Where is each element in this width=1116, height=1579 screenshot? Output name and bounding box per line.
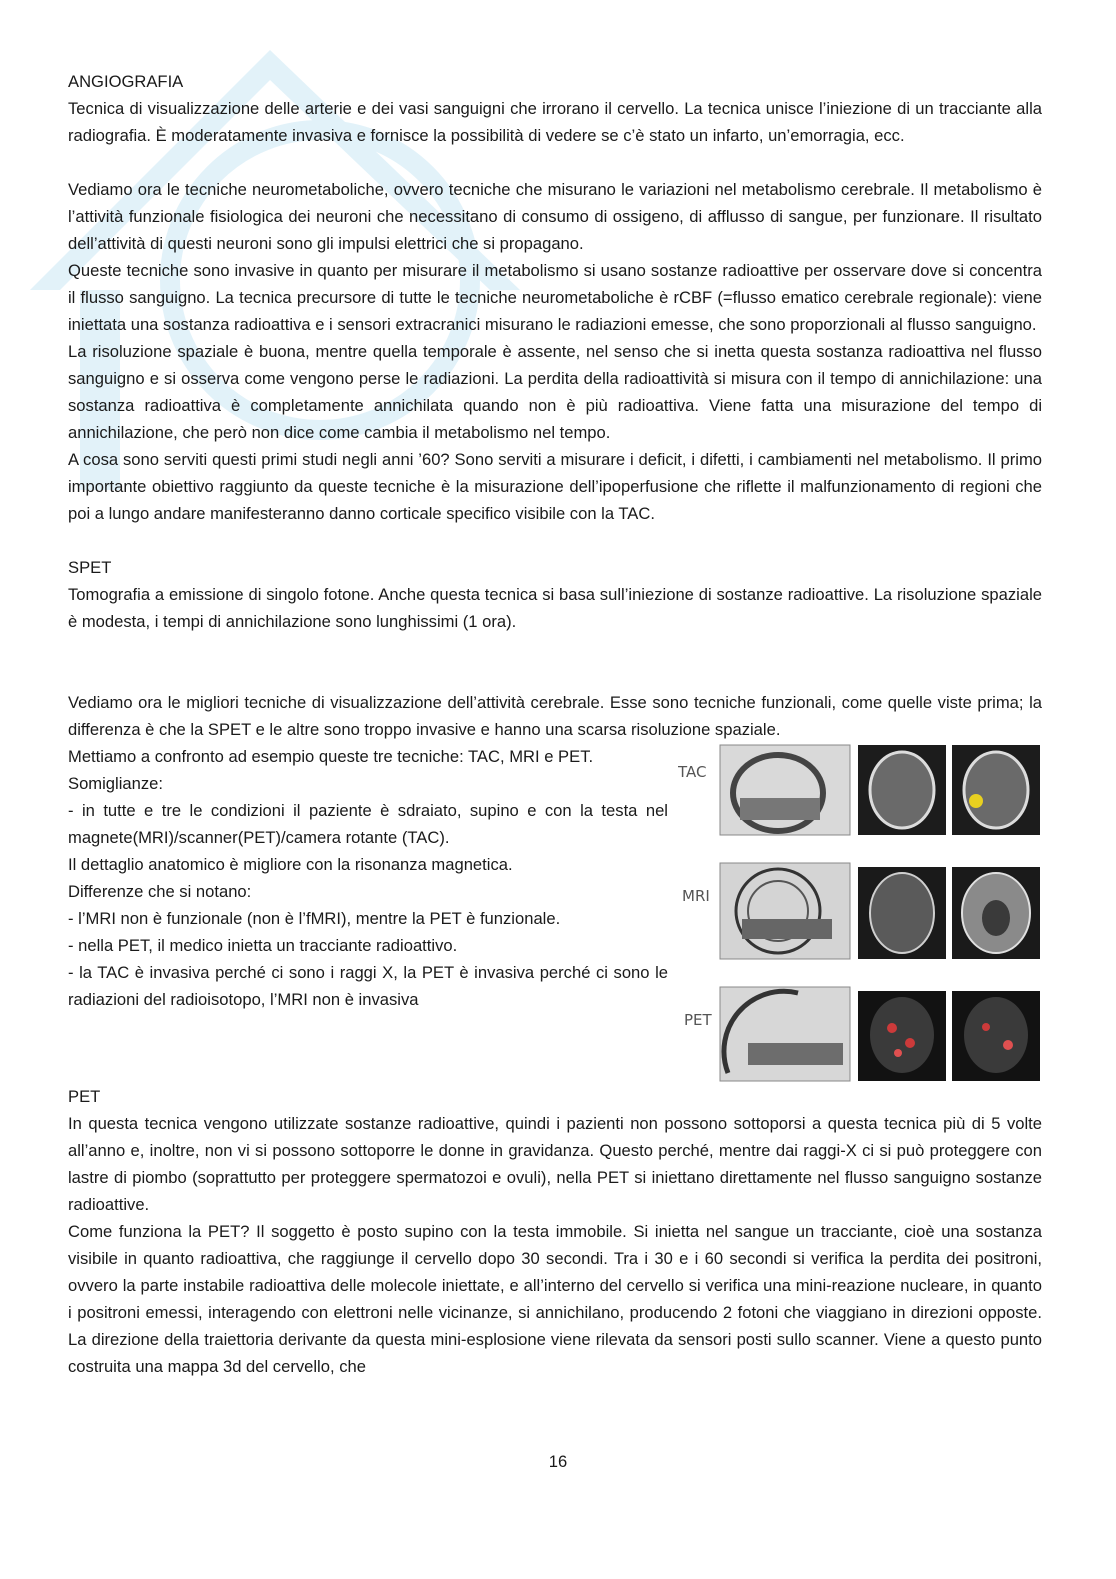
- paragraph-angiografia: Tecnica di visualizzazione delle arterie e dei vasi sanguigni che irrorano il cervello. La tecnica unisce l’iniezione di un tracciante alla radiografia. È moderatamente invasiva e fornisce la possibilità di vedere se c’è stato un infarto, un’emorragia, ecc.: [68, 99, 1042, 145]
- paragraph-pet-2: Come funziona la PET? Il soggetto è posto supino con la testa immobile. Si inietta nel sangue un tracciante, cioè una sostanza visibile in quanto radioattiva, che raggiunge il cervello dopo 30 secondi. Tra i 30 e i 60 secondi si verifica la perdita dei positroni, ovvero la parte instabile radioattiva delle molecole iniettate, e all’interno del cervello si verifica una mini-reazione nucleare, in quanto i positroni emessi, interagendo con elettroni nelle vicinanze, si annichilano, producendo 2 fotoni che viaggiano in direzioni opposte. La direzione della traiettoria derivante da questa mini-esplosione viene rilevata da sensori posti sullo scanner. Viene a questo punto costruita una mappa 3d del cervello, che: [68, 1222, 1042, 1376]
- figure-label-mri: MRI: [682, 887, 710, 905]
- comparison-line: Differenze che si notano:: [68, 882, 252, 901]
- page-number: 16: [548, 1452, 568, 1471]
- document-content: [68, 68, 1042, 1380]
- paragraph-neurometaboliche-3: La risoluzione spaziale è buona, mentre quella temporale è assente, nel senso che si inetta questa sostanza radioattiva nel flusso sanguigno e si osserva come vengono perse le radiazioni. La perdita della radioattività si misura con il tempo di annichilazione: una sostanza radioattiva è completamente annichilata quando non è più radioattiva. Viene fatta una misurazione del tempo di annichilazione, che però non dice come cambia il metabolismo nel tempo.: [68, 342, 1042, 442]
- mri-row-images: [720, 863, 1040, 959]
- section-title-spet: SPET: [68, 558, 112, 577]
- paragraph-neurometaboliche-4: A cosa sono serviti questi primi studi negli anni ’60? Sono serviti a misurare i deficit, i difetti, i cambiamenti nel metabolismo. Il primo importante obiettivo raggiunto da queste tecniche è la misurazione dell’ipoperfusione che riflette il malfunzionamento di regioni che poi a lungo andare manifesteranno danno corticale specifico visibile con la TAC.: [68, 450, 1042, 523]
- paragraph-pet-1: In questa tecnica vengono utilizzate sostanze radioattive, quindi i pazienti non possono sottoporsi a questa tecnica più di 5 volte all’anno e, inoltre, non vi si possono sottoporre le donne in gravidanza. Questo perché, mentre dai raggi-X ci si può proteggere con lastre di piombo (soprattutto per proteggere spermatozoi e ovuli), nella PET si iniettano direttamente nel flusso sanguigno sostanze radioattive.: [68, 1114, 1042, 1214]
- comparison-text: [68, 743, 668, 1013]
- comparison-line: - l’MRI non è funzionale (non è l’fMRI), mentre la PET è funzionale.: [68, 909, 561, 928]
- pet-row-images: [720, 987, 1040, 1081]
- comparison-line: Mettiamo a confronto ad esempio queste tre tecniche: TAC, MRI e PET.: [68, 747, 594, 766]
- comparison-line: Il dettaglio anatomico è migliore con la risonanza magnetica.: [68, 855, 513, 874]
- comparison-line: Somiglianze:: [68, 774, 164, 793]
- paragraph-spet: Tomografia a emissione di singolo fotone. Anche questa tecnica si basa sull’iniezione di sostanze radioattive. La risoluzione spaziale è modesta, i tempi di annichilazione sono lunghissimi (1 ora).: [68, 585, 1042, 631]
- figure-label-tac: TAC: [678, 763, 707, 781]
- comparison-line: - in tutte e tre le condizioni il paziente è sdraiato, supino e con la testa nel magnete(MRI)/scanner(PET)/camera rotante (TAC).: [68, 801, 668, 847]
- paragraph-neurometaboliche-1: Vediamo ora le tecniche neurometaboliche, ovvero tecniche che misurano le variazioni nel metabolismo cerebrale. Il metabolismo è l’attività funzionale fisiologica dei neuroni che necessitano di consumo di ossigeno, di afflusso di sangue, per funzionare. Il risultato dell’attività di questi neuroni sono gli impulsi elettrici che si propagano.: [68, 180, 1042, 253]
- figure-label-pet: PET: [684, 1011, 712, 1029]
- paragraph-migliori-tecniche: Vediamo ora le migliori tecniche di visualizzazione dell’attività cerebrale. Esse sono tecniche funzionali, come quelle viste prima; la differenza è che la SPET e le altre sono troppo invasive e hanno una scarsa risoluzione spaziale.: [68, 693, 1042, 739]
- comparison-block: [68, 743, 1042, 1083]
- tac-mri-pet-figure: [678, 743, 1052, 1083]
- section-title-angiografia: ANGIOGRAFIA: [68, 72, 184, 91]
- paragraph-neurometaboliche-2: Queste tecniche sono invasive in quanto per misurare il metabolismo si usano sostanze radioattive per osservare dove si concentra il flusso sanguigno. La tecnica precursore di tutte le tecniche neurometaboliche è rCBF (=flusso ematico cerebrale regionale): viene iniettata una sostanza radioattiva e i sensori extracranici misurano le radiazioni emesse, che sono proporzionali al flusso sanguigno.: [68, 261, 1042, 334]
- comparison-line: - nella PET, il medico inietta un tracciante radioattivo.: [68, 936, 458, 955]
- section-title-pet: PET: [68, 1087, 101, 1106]
- tac-row-images: [720, 745, 1040, 835]
- comparison-line: - la TAC è invasiva perché ci sono i raggi X, la PET è invasiva perché ci sono le radiazioni del radioisotopo, l’MRI non è invasiva: [68, 963, 668, 1009]
